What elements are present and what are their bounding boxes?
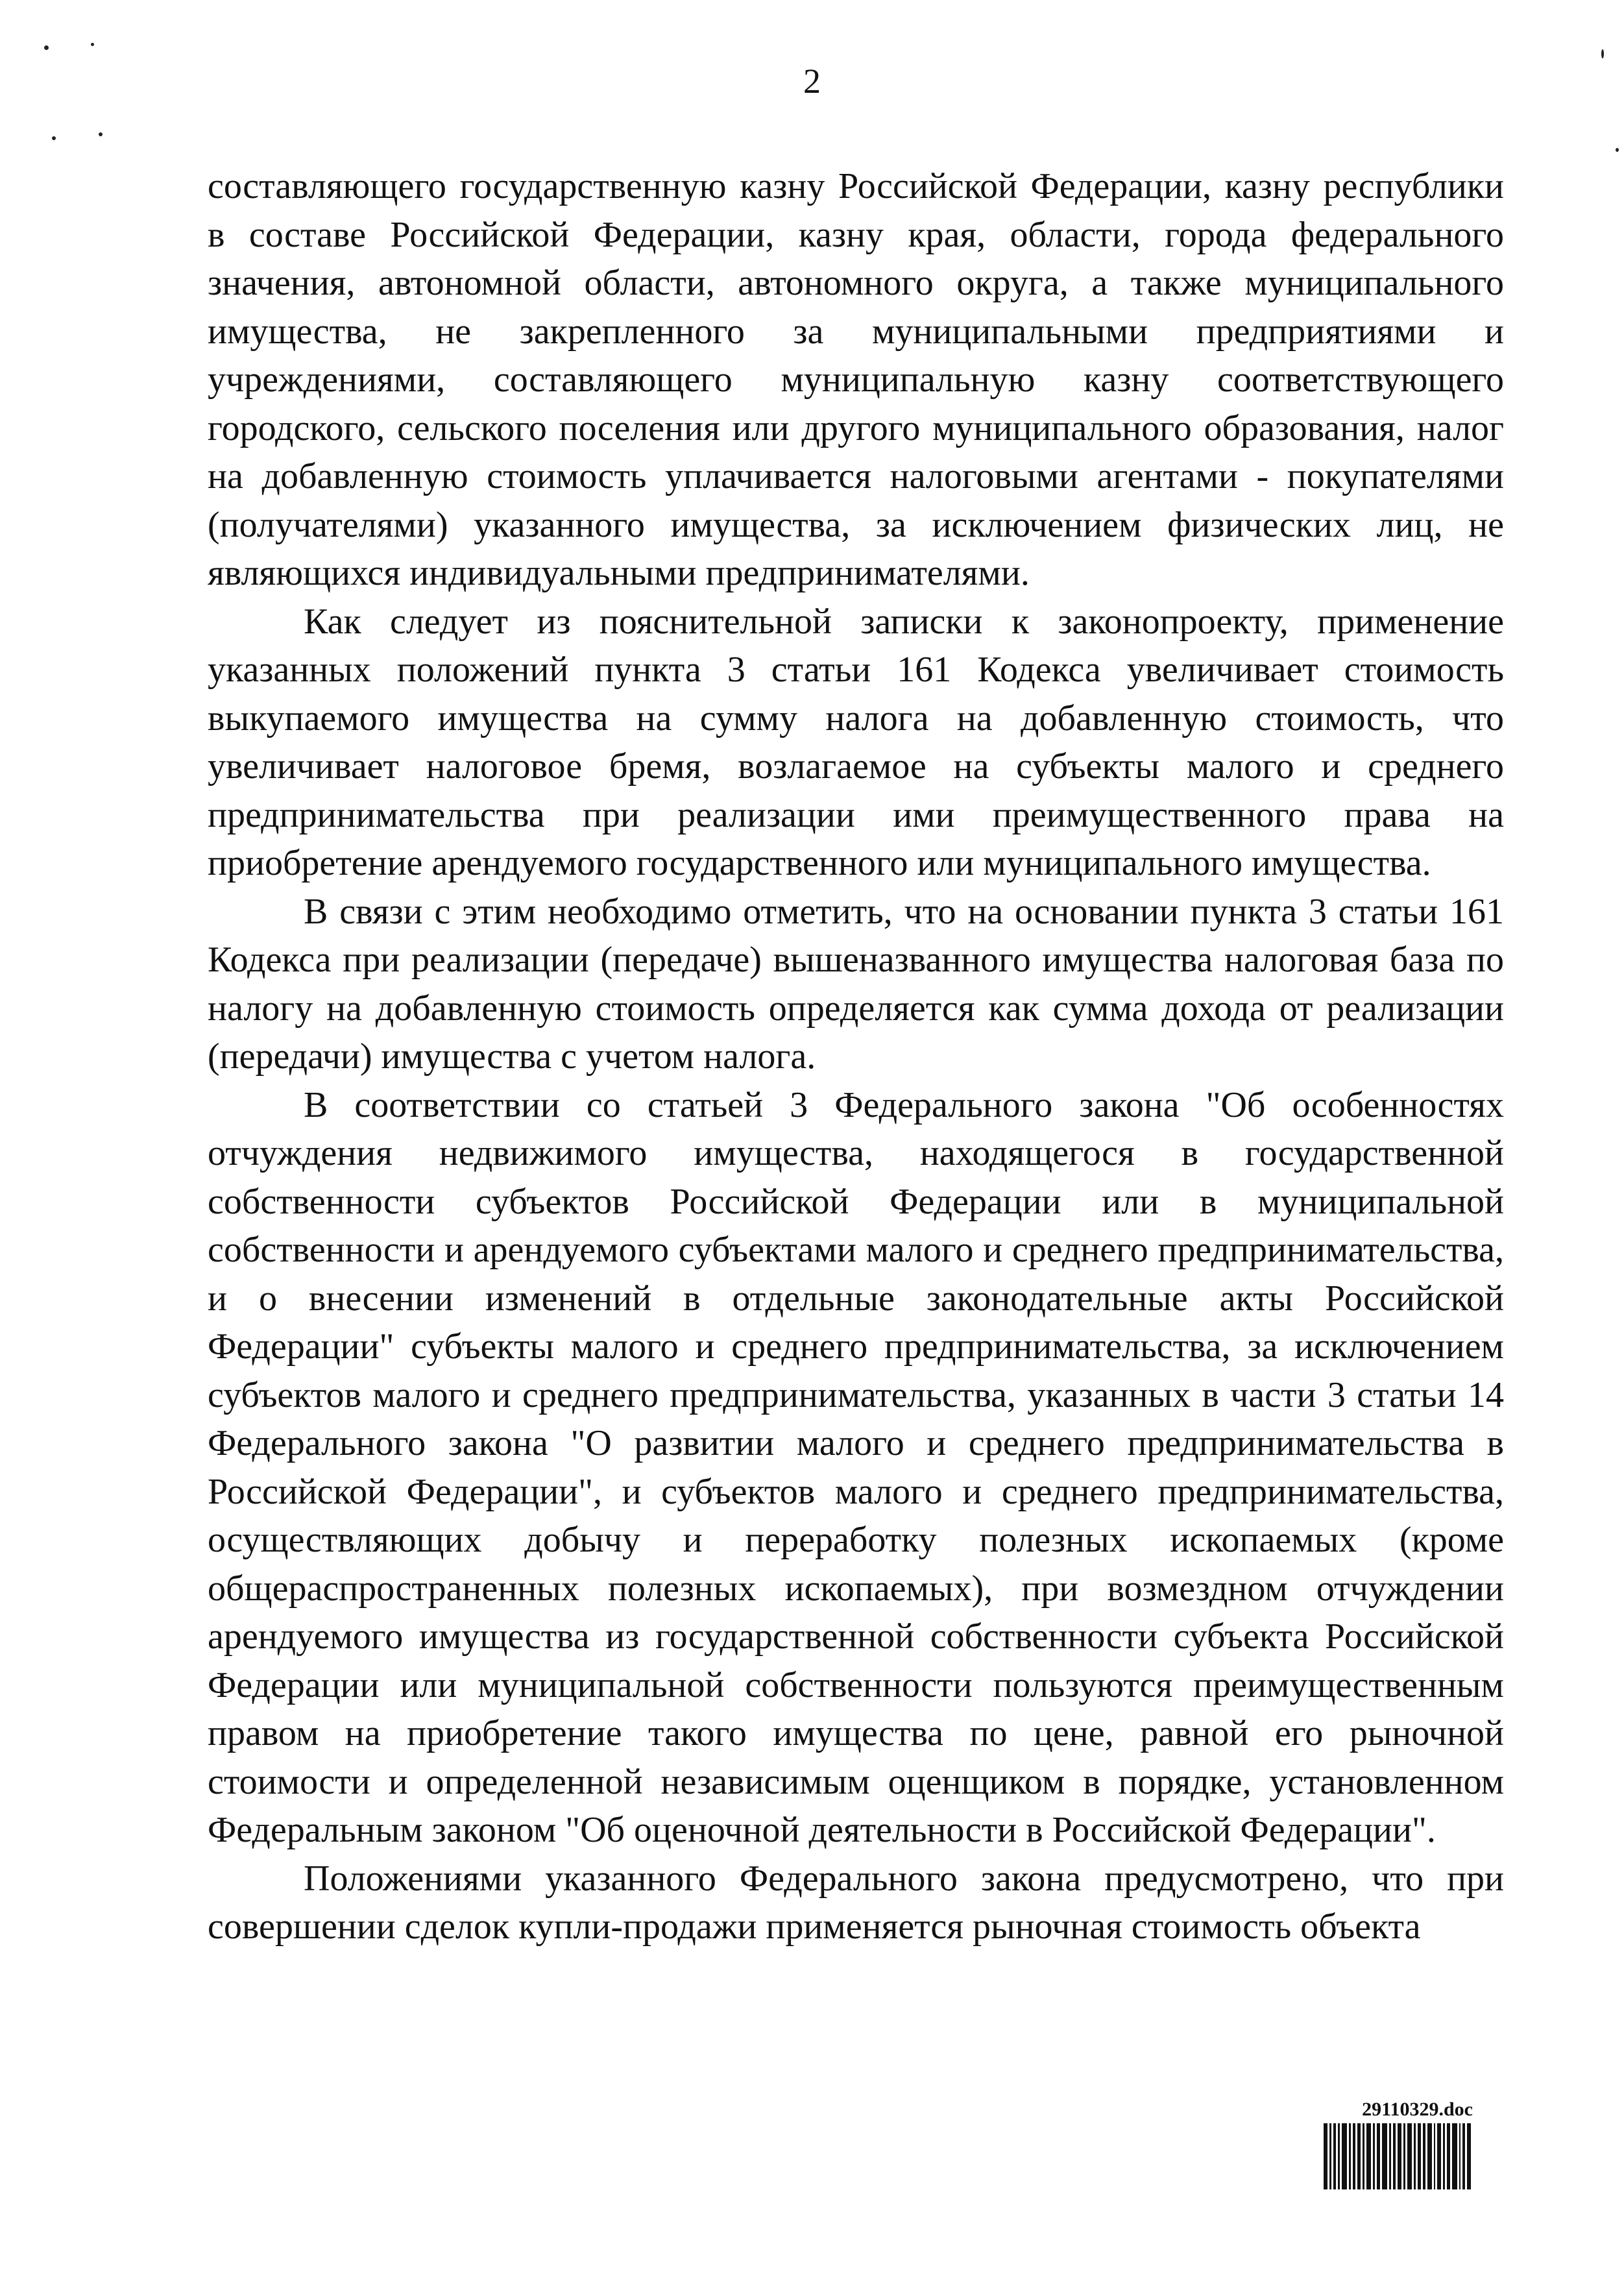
paragraph-market-value: Положениями указанного Федерального закона предусмотрено, что при совершении сделок купли-продажи применяется рыночная стоимость объекта: [208, 1858, 1504, 1947]
scan-speck: [52, 136, 56, 140]
paragraph-federal-law-article-3: В соответствии со статьей 3 Федерального закона "Об особенностях отчуждения недвижимого имущества, находящегося в государственной собственности субъектов Российской Федерации или в муниципальной собственности и арендуемого субъектами малого и среднего предпринимательства, и о внесении изменений в отдельные законодательные акты Российской Федерации" субъекты малого и среднего предпринимательства, за исключением субъектов малого и среднего предпринимательства, указанных в части 3 статьи 14 Федерального закона "О развитии малого и среднего предпринимательства в Российской Федерации", и субъектов малого и среднего предпринимательства, осуществляющих добычу и переработку полезных ископаемых (кроме общераспространенных полезных ископаемых), при возмездном отчуждении арендуемого имущества из государственной собственности субъекта Российской Федерации или муниципальной собственности пользуются преимущественным правом на приобретение такого имущества по цене, равной его рыночной стоимости и определенной независимым оценщиком в порядке, установленном Федеральным законом "Об оценочной деятельности в Российской Федерации".: [208, 1084, 1504, 1850]
barcode-icon: [1324, 2123, 1473, 2189]
paragraph-continuation: составляющего государственную казну Российской Федерации, казну республики в составе Российской Федерации, казну края, области, города федерального значения, автономной области, автономного округа, а также муниципального имущества, не закрепленного за муниципальными предприятиями и учреждениями, составляющего муниципальную казну соответствующего городского, сельского поселения или другого муниципального образования, налог на добавленную стоимость уплачивается налоговыми агентами - покупателями (получателями) указанного имущества, за исключением физических лиц, не являющихся индивидуальными предпринимателями.: [208, 166, 1504, 593]
page-number: 2: [803, 62, 821, 101]
paragraph-tax-base: В связи с этим необходимо отметить, что на основании пункта 3 статьи 161 Кодекса при реализации (передаче) вышеназванного имущества налоговая база по налогу на добавленную стоимость определяется как сумма дохода от реализации (передачи) имущества с учетом налога.: [208, 891, 1504, 1077]
scan-speck: [44, 45, 49, 50]
scan-speck: [99, 132, 103, 136]
paragraph-explanatory-note: Как следует из пояснительной записки к законопроекту, применение указанных положений пункта 3 статьи 161 Кодекса увеличивает стоимость выкупаемого имущества на сумму налога на добавленную стоимость, что увеличивает налоговое бремя, возлагаемое на субъекты малого и среднего предпринимательства при реализации ими преимущественного права на приобретение арендуемого государственного или муниципального имущества.: [208, 601, 1504, 883]
scan-speck: [1601, 49, 1604, 58]
scan-speck: [1616, 148, 1619, 152]
document-id: 29110329.doc: [1362, 2099, 1473, 2120]
scan-speck: [91, 43, 94, 46]
document-body: [208, 162, 1504, 1951]
